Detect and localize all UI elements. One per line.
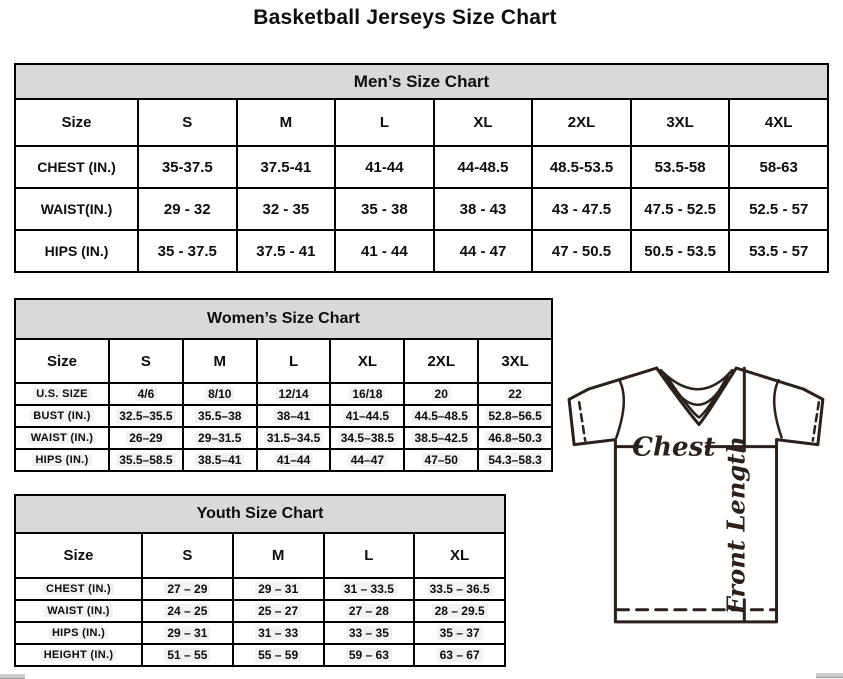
table-row [15, 449, 552, 471]
size-value-cell: 41-44 [335, 146, 434, 188]
mens-size-chart [14, 63, 829, 273]
chest-label: Chest [632, 431, 716, 463]
size-value-cell: 55 – 59 [233, 644, 324, 666]
table-row [15, 622, 505, 644]
row-label: HEIGHT (IN.) [15, 644, 142, 666]
size-value-cell: 38.5–41 [183, 449, 257, 471]
column-header: 3XL [631, 99, 730, 146]
jersey-diagram-icon [558, 366, 840, 630]
column-header: Size [15, 533, 142, 578]
size-value-cell: 22 [478, 383, 552, 405]
size-value-cell: 41–44.5 [330, 405, 404, 427]
size-value-cell: 31 – 33.5 [324, 578, 415, 600]
size-value-cell: 35.5–38 [183, 405, 257, 427]
size-value-cell: 59 – 63 [324, 644, 415, 666]
size-value-cell: 35-37.5 [138, 146, 237, 188]
table-row [15, 146, 828, 188]
column-header: Size [15, 339, 109, 383]
size-value-cell: 47.5 - 52.5 [631, 188, 730, 230]
size-value-cell: 58-63 [729, 146, 828, 188]
column-header: 4XL [729, 99, 828, 146]
size-value-cell: 38–41 [257, 405, 331, 427]
size-value-cell: 31.5–34.5 [257, 427, 331, 449]
column-header: 3XL [478, 339, 552, 383]
size-value-cell: 29–31.5 [183, 427, 257, 449]
size-value-cell: 12/14 [257, 383, 331, 405]
page-title: Basketball Jerseys Size Chart [253, 6, 557, 29]
mens-size-table [14, 98, 829, 273]
size-value-cell: 50.5 - 53.5 [631, 230, 730, 272]
table-row [15, 383, 552, 405]
size-value-cell: 8/10 [183, 383, 257, 405]
row-label: U.S. SIZE [15, 383, 109, 405]
row-label: HIPS (IN.) [15, 449, 109, 471]
column-header-row [15, 99, 828, 146]
size-value-cell: 35 - 38 [335, 188, 434, 230]
column-header: M [233, 533, 324, 578]
table-row [15, 405, 552, 427]
table-row [15, 600, 505, 622]
size-value-cell: 29 – 31 [142, 622, 233, 644]
size-value-cell: 38 - 43 [434, 188, 533, 230]
row-label: CHEST (IN.) [15, 146, 138, 188]
size-value-cell: 35 - 37.5 [138, 230, 237, 272]
size-value-cell: 34.5–38.5 [330, 427, 404, 449]
row-label: CHEST (IN.) [15, 578, 142, 600]
column-header: 2XL [404, 339, 478, 383]
column-header: XL [434, 99, 533, 146]
row-label: WAIST(IN.) [15, 188, 138, 230]
column-header: S [109, 339, 183, 383]
size-value-cell: 38.5–42.5 [404, 427, 478, 449]
size-value-cell: 48.5-53.5 [532, 146, 631, 188]
column-header: M [183, 339, 257, 383]
jersey-outline [569, 368, 823, 622]
row-label: HIPS (IN.) [15, 230, 138, 272]
jersey-armhole-seam-left [616, 380, 623, 437]
column-header: S [142, 533, 233, 578]
womens-chart-title: Women’s Size Chart [14, 298, 553, 338]
size-value-cell: 20 [404, 383, 478, 405]
jersey-measurement-diagram [558, 366, 840, 630]
column-header-row [15, 339, 552, 383]
size-value-cell: 29 – 31 [233, 578, 324, 600]
row-label: WAIST (IN.) [15, 427, 109, 449]
mens-chart-title: Men’s Size Chart [14, 63, 829, 98]
size-value-cell: 44-48.5 [434, 146, 533, 188]
youth-size-chart [14, 494, 506, 667]
size-value-cell: 33.5 – 36.5 [414, 578, 505, 600]
womens-size-table [14, 338, 553, 472]
size-value-cell: 47 - 50.5 [532, 230, 631, 272]
size-value-cell: 32.5–35.5 [109, 405, 183, 427]
table-row [15, 230, 828, 272]
row-label: HIPS (IN.) [15, 622, 142, 644]
jersey-armhole-seam-right [774, 380, 781, 437]
size-value-cell: 44–47 [330, 449, 404, 471]
column-header: XL [414, 533, 505, 578]
size-value-cell: 35.5–58.5 [109, 449, 183, 471]
size-value-cell: 37.5 - 41 [237, 230, 336, 272]
size-value-cell: 53.5-58 [631, 146, 730, 188]
size-value-cell: 33 – 35 [324, 622, 415, 644]
column-header: L [324, 533, 415, 578]
table-row [15, 427, 552, 449]
size-value-cell: 52.8–56.5 [478, 405, 552, 427]
size-value-cell: 44.5–48.5 [404, 405, 478, 427]
column-header: 2XL [532, 99, 631, 146]
size-value-cell: 52.5 - 57 [729, 188, 828, 230]
table-row [15, 644, 505, 666]
size-value-cell: 37.5-41 [237, 146, 336, 188]
youth-chart-title: Youth Size Chart [14, 494, 506, 532]
column-header: Size [15, 99, 138, 146]
womens-size-chart [14, 298, 553, 472]
size-value-cell: 27 – 29 [142, 578, 233, 600]
front-length-label: Front Length [721, 436, 751, 615]
size-value-cell: 41 - 44 [335, 230, 434, 272]
size-value-cell: 25 – 27 [233, 600, 324, 622]
size-value-cell: 35 – 37 [414, 622, 505, 644]
size-value-cell: 43 - 47.5 [532, 188, 631, 230]
table-row [15, 578, 505, 600]
size-value-cell: 47–50 [404, 449, 478, 471]
size-value-cell: 31 – 33 [233, 622, 324, 644]
column-header: M [237, 99, 336, 146]
table-row [15, 188, 828, 230]
size-value-cell: 26–29 [109, 427, 183, 449]
page-edge-fragment-left [0, 674, 25, 679]
size-value-cell: 44 - 47 [434, 230, 533, 272]
column-header-row [15, 533, 505, 578]
size-value-cell: 32 - 35 [237, 188, 336, 230]
size-value-cell: 51 – 55 [142, 644, 233, 666]
size-value-cell: 24 – 25 [142, 600, 233, 622]
jersey-cuff-dash-left [579, 402, 585, 440]
column-header: XL [330, 339, 404, 383]
column-header: S [138, 99, 237, 146]
size-value-cell: 53.5 - 57 [729, 230, 828, 272]
youth-size-table [14, 532, 506, 667]
page-edge-fragment-right [816, 673, 843, 678]
column-header: L [257, 339, 331, 383]
size-value-cell: 16/18 [330, 383, 404, 405]
size-value-cell: 28 – 29.5 [414, 600, 505, 622]
size-value-cell: 4/6 [109, 383, 183, 405]
size-value-cell: 54.3–58.3 [478, 449, 552, 471]
size-value-cell: 63 – 67 [414, 644, 505, 666]
row-label: WAIST (IN.) [15, 600, 142, 622]
column-header: L [335, 99, 434, 146]
size-value-cell: 46.8–50.3 [478, 427, 552, 449]
row-label: BUST (IN.) [15, 405, 109, 427]
size-value-cell: 41–44 [257, 449, 331, 471]
size-value-cell: 27 – 28 [324, 600, 415, 622]
size-value-cell: 29 - 32 [138, 188, 237, 230]
